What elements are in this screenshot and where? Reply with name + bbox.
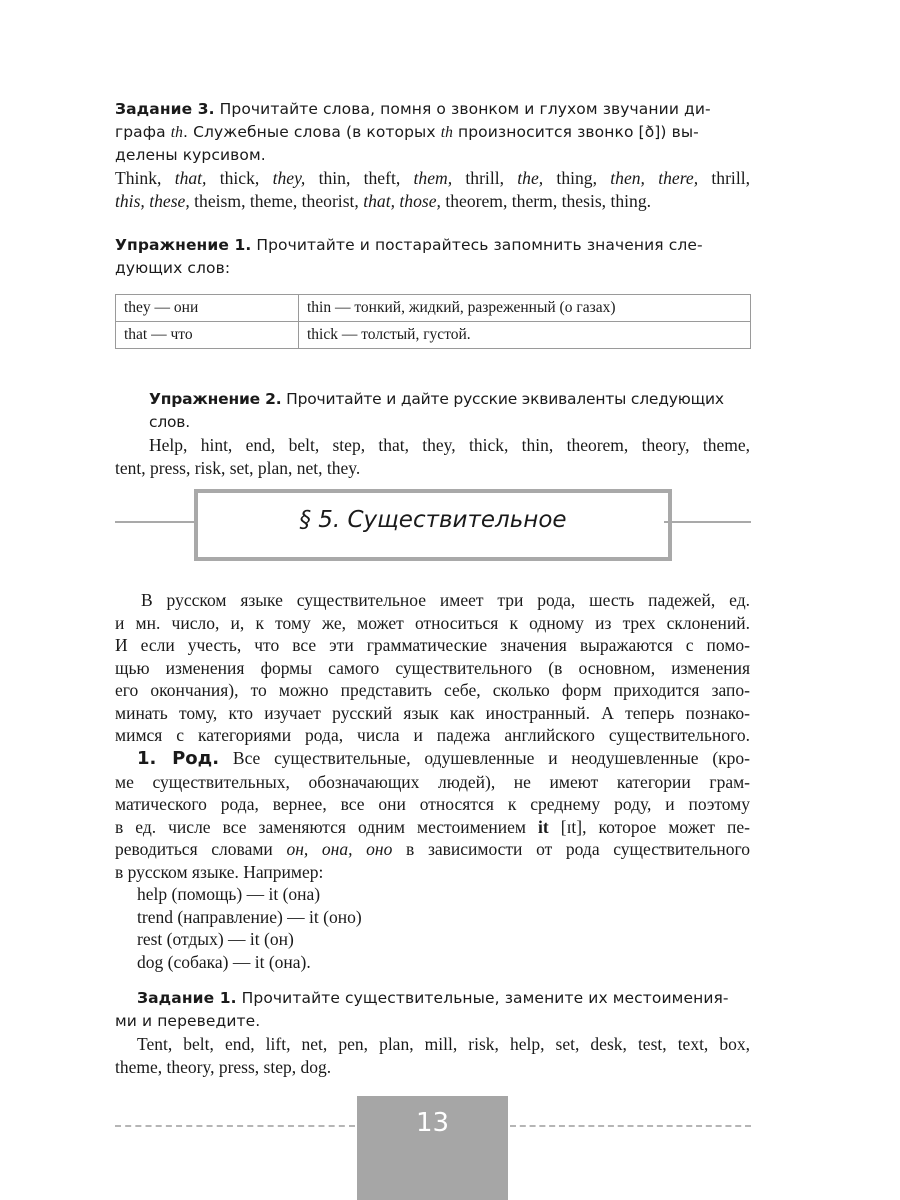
task1-label: Задание 1. [137, 989, 237, 1007]
table-row [116, 322, 751, 349]
table-cell: thick — толстый, густой. [299, 322, 751, 349]
gender-paragraph: 1. Род. Все существительные, одушевленные и неодушевленные (кро- ме существительных, обозначающих людей), не имеют категории грам- матического рода, вернее, все они относятся к среднему роду, и поэтому в ед. числе все заменяются одним местоимением it [ɪt], которое может пе- реводиться словами он, она, оно в зависимости от рода существительного в русском языке. Например: help (помощь) — it (она) trend (направление) — it (оно) rest (отдых) — it (он) dog (собака) — it (она). [115, 748, 751, 972]
page-number-box [357, 1096, 508, 1200]
table-cell: they — они [116, 295, 299, 322]
exercise1-label: Упражнение 1. [115, 236, 252, 254]
section-rule-left [115, 521, 195, 523]
example: dog (собака) — it (она). [137, 951, 311, 972]
exercise2-instructions: Упражнение 2. Прочитайте и дайте русские эквиваленты следующих слов. [149, 390, 724, 431]
exercise2-words: Help, hint, end, belt, step, that, they, thick, thin, theorem, theory, theme, [149, 435, 750, 455]
gender-label: 1. Род. [137, 748, 220, 769]
task1-words-2: theme, theory, press, step, dog. [115, 1056, 332, 1077]
task3-label: Задание 3. [115, 100, 215, 118]
table-cell: that — что [116, 322, 299, 349]
task1-instructions: Задание 1. Прочитайте существительные, замените их местоимения- ми и переведите. [115, 989, 729, 1030]
exercise1-block [115, 234, 750, 280]
footer-dash-left [115, 1125, 355, 1127]
exercise1-instructions: Упражнение 1. Прочитайте и постарайтесь запомнить значения сле- дующих слов: [115, 236, 703, 277]
section-heading-box [194, 489, 672, 561]
table-row [116, 295, 751, 322]
task1-words: Tent, belt, end, lift, net, pen, plan, mill, risk, help, set, desk, test, text, box, [137, 1034, 750, 1054]
exercise2-block [115, 388, 750, 479]
intro-paragraph: В русском языке существительное имеет три рода, шесть падежей, ед. и мн. число, и, к тому же, может относиться к одному из трех склонений. И если учесть, что все эти грамматические значения выражаются с помо- щью изменения формы самого существительного (в основном, изменения его окончания), то можно представить себе, сколько форм приходится запо- минать тому, кто изучает русский язык как иностранный. А теперь познако- мимся с категориями рода, числа и падежа английского существительного. [115, 590, 750, 745]
section-rule-right [664, 521, 751, 523]
task3-words-2: this, these, theism, theme, theorist, that, those, theorem, therm, thesis, thing. [115, 190, 652, 211]
task3-words: Think, that, thick, they, thin, theft, them, thrill, the, thing, then, there, thrill, [115, 168, 750, 188]
table-cell: thin — тонкий, жидкий, разреженный (о газах) [299, 295, 751, 322]
example: rest (отдых) — it (он) [137, 929, 294, 949]
page-number: 13 [415, 1108, 450, 1138]
example: help (помощь) — it (она) [137, 884, 321, 904]
footer-dash-right [510, 1125, 751, 1127]
exercise2-words-2: tent, press, risk, set, plan, net, they. [115, 457, 361, 478]
task3-instructions: Задание 3. Прочитайте слова, помня о звонком и глухом звучании ди- графа th. Служебные слова (в которых th произносится звонко [ð]) вы- делены курсивом. [115, 100, 711, 164]
exercise2-label: Упражнение 2. [149, 390, 282, 408]
task1-block [115, 987, 750, 1078]
vocabulary-table [115, 294, 751, 349]
section-title: § 5. Существительное [299, 507, 567, 533]
example: trend (направление) — it (оно) [137, 906, 362, 927]
task3-block [115, 98, 750, 212]
